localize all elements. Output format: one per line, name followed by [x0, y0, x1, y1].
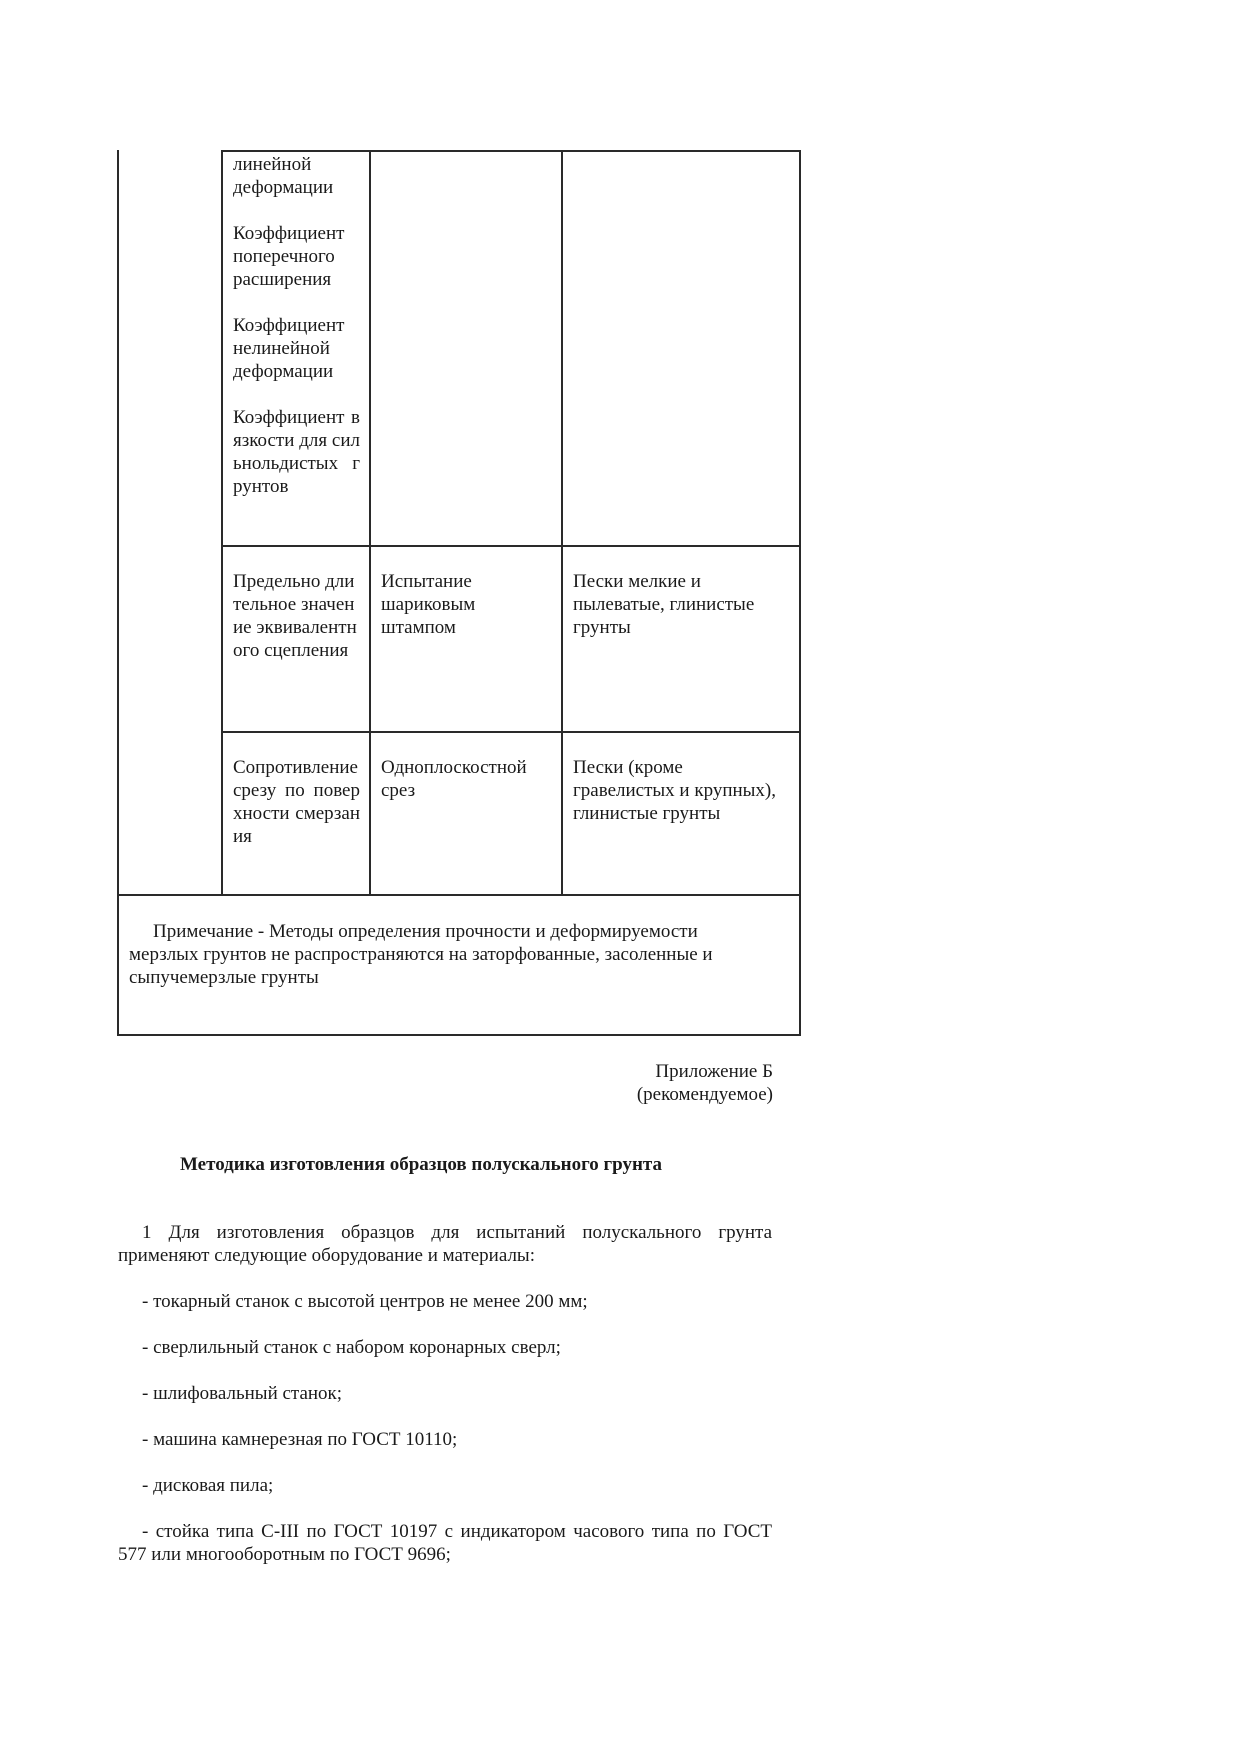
- appendix-status: (рекомендуемое): [636, 1084, 773, 1105]
- table-note-text: Примечание - Методы определения прочности и деформируемости мерзлых грунтов не распространяются на заторфованные, засоленные и сыпучемерзлые грунты: [129, 921, 713, 988]
- table-cell-property: Коэффициент вязкости для сильнольдистых грунтов: [233, 407, 360, 497]
- list-item: - токарный станок с высотой центров не менее 200 мм;: [142, 1291, 588, 1312]
- table-border-left: [117, 150, 119, 1036]
- table-cell-soils: Пески (кроме гравелистых и крупных), глинистые грунты: [573, 757, 776, 824]
- table-cell-property: Коэффициент нелинейной деформации: [233, 315, 345, 382]
- list-item: [118, 1520, 772, 1566]
- table-row-divider: [117, 894, 801, 896]
- intro-paragraph: [118, 1221, 772, 1267]
- table-cell-property: линейной деформации: [233, 154, 334, 198]
- intro-text: 1 Для изготовления образцов для испытаний полускального грунта применяют следующие оборудование и материалы:: [118, 1222, 772, 1266]
- table-divider-col1: [221, 150, 223, 896]
- table-border-right: [799, 150, 801, 1036]
- table-row-divider: [221, 731, 801, 733]
- table-row-divider: [221, 545, 801, 547]
- list-item: - сверлильный станок с набором коронарных сверл;: [142, 1337, 561, 1358]
- list-item: - шлифовальный станок;: [142, 1383, 343, 1404]
- table-cell-property: Коэффициент поперечного расширения: [233, 223, 345, 290]
- table-row: [233, 153, 360, 498]
- table-cell-method: Одноплоскостной срез: [381, 757, 527, 801]
- table-border-top: [221, 150, 801, 152]
- list-item: - дисковая пила;: [142, 1475, 274, 1496]
- list-item: - машина камнерезная по ГОСТ 10110;: [142, 1429, 458, 1450]
- table-divider-col3: [561, 150, 563, 896]
- appendix-header: [637, 1060, 773, 1106]
- table-note: [129, 920, 769, 989]
- table-divider-col2: [369, 150, 371, 896]
- appendix-title: Приложение Б: [655, 1061, 773, 1082]
- table-border-bottom: [117, 1034, 801, 1036]
- section-heading: Методика изготовления образцов полускального грунта: [180, 1154, 662, 1175]
- table-cell-property: Сопротивление срезу по поверхности смерзания: [233, 757, 360, 847]
- table-cell-property: Предельно длительное значение эквивалентного сцепления: [233, 571, 357, 661]
- table-cell-method: Испытание шариковым штампом: [381, 571, 476, 638]
- list-item-text: - стойка типа С-III по ГОСТ 10197 с индикатором часового типа по ГОСТ 577 или многооборотным по ГОСТ 9696;: [118, 1521, 772, 1565]
- table-cell-soils: Пески мелкие и пылеватые, глинистые грунты: [573, 571, 755, 638]
